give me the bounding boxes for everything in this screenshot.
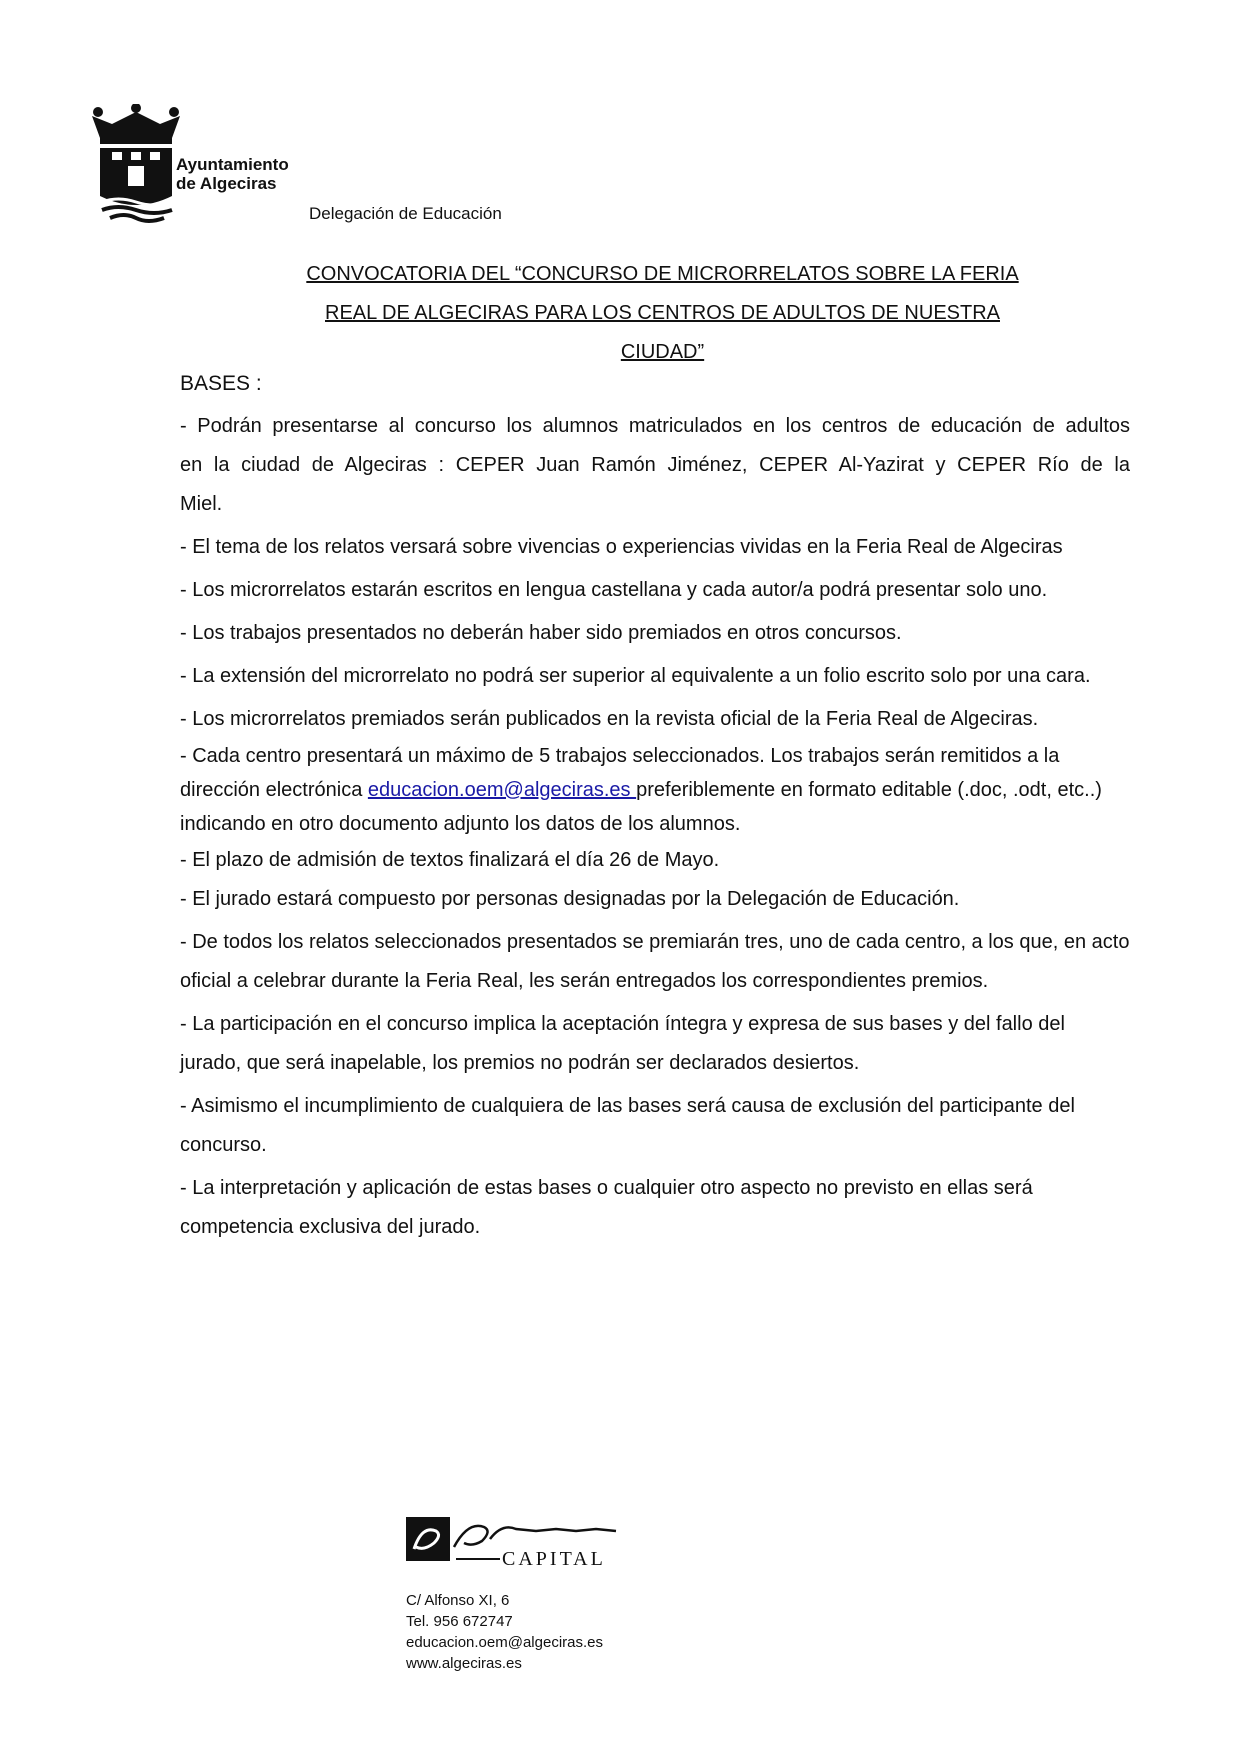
paragraph-jury: - El jurado estará compuesto por personas designadas por la Delegación de Educación. (180, 888, 960, 910)
paragraph-interpretation: - La interpretación y aplicación de estas bases o cualquier otro aspecto no previsto en ellas será competencia exclusiva del jurado. (180, 1177, 1033, 1238)
bases-heading: BASES : (180, 372, 262, 395)
footer-contact (406, 1590, 603, 1674)
paragraph-exclusion: - Asimismo el incumplimiento de cualquiera de las bases será causa de exclusión del participante del concurso. (180, 1095, 1075, 1156)
paragraph-length: - La extensión del microrrelato no podrá ser superior al equivalente a un folio escrito solo por una cara. (180, 665, 1091, 687)
footer-web: www.algeciras.es (406, 1655, 522, 1672)
title-line3: CIUDAD” (620, 341, 705, 363)
paragraph-prizes: - De todos los relatos seleccionados presentados se premiarán tres, uno de cada centro, a los que, en acto oficial a celebrar durante la Feria Real, les serán entregados los correspondientes premios. (180, 931, 1130, 992)
footer-address: C/ Alfonso XI, 6 (406, 1592, 510, 1609)
paragraph-unpublished: - Los trabajos presentados no deberán haber sido premiados en otros concursos. (180, 622, 902, 644)
paragraph-deadline: - El plazo de admisión de textos finalizará el día 26 de Mayo. (180, 849, 720, 871)
email-link[interactable]: educacion.oem@algeciras.es (367, 779, 637, 801)
bases-body (180, 407, 1130, 1247)
document-title (180, 255, 1145, 372)
paragraph-participants: - Podrán presentarse al concurso los alumnos matriculados en los centros de educación de adultos en la ciudad de Algeciras : CEPER Juan Ramón Jiménez, CEPER Al-Yazirat y CEPER Río de la Miel. (180, 415, 1130, 515)
logo-line2: de Algeciras (176, 174, 277, 193)
paragraph-acceptance: - La participación en el concurso implica la aceptación íntegra y expresa de sus bases y del fallo del jurado, que será inapelable, los premios no podrán ser declarados desiertos. (180, 1013, 1065, 1074)
algeciras-capital-logo (406, 1517, 626, 1569)
logo-wordmark (176, 155, 289, 193)
delegacion-label: Delegación de Educación (309, 204, 502, 223)
paragraph-language: - Los microrrelatos estarán escritos en lengua castellana y cada autor/a podrá presentar solo uno. (180, 579, 1048, 601)
capital-logo-text: CAPITAL (502, 1548, 606, 1569)
paragraph-theme: - El tema de los relatos versará sobre vivencias o experiencias vividas en la Feria Real de Algeciras (180, 536, 1063, 558)
paragraph-publication: - Los microrrelatos premiados serán publicados en la revista oficial de la Feria Real de Algeciras. (180, 708, 1039, 730)
footer-phone: Tel. 956 672747 (406, 1613, 513, 1630)
title-line1: CONVOCATORIA DEL “CONCURSO DE MICRORRELATOS SOBRE LA FERIA (306, 263, 1019, 285)
submission-text-before: - Cada centro presentará un máximo de 5 trabajos seleccionados. Los trabajos serán remitidos a la dirección electrónica (180, 745, 1060, 801)
footer-email: educacion.oem@algeciras.es (406, 1634, 603, 1651)
submission-text-after: preferiblemente en formato editable (.doc, .odt, etc..) indicando en otro documento adjunto los datos de los alumnos. (180, 779, 1102, 835)
paragraph-submission (180, 739, 1130, 841)
title-line2: REAL DE ALGECIRAS PARA LOS CENTROS DE ADULTOS DE NUESTRA (325, 302, 1000, 324)
logo-line1: Ayuntamiento (176, 155, 289, 174)
